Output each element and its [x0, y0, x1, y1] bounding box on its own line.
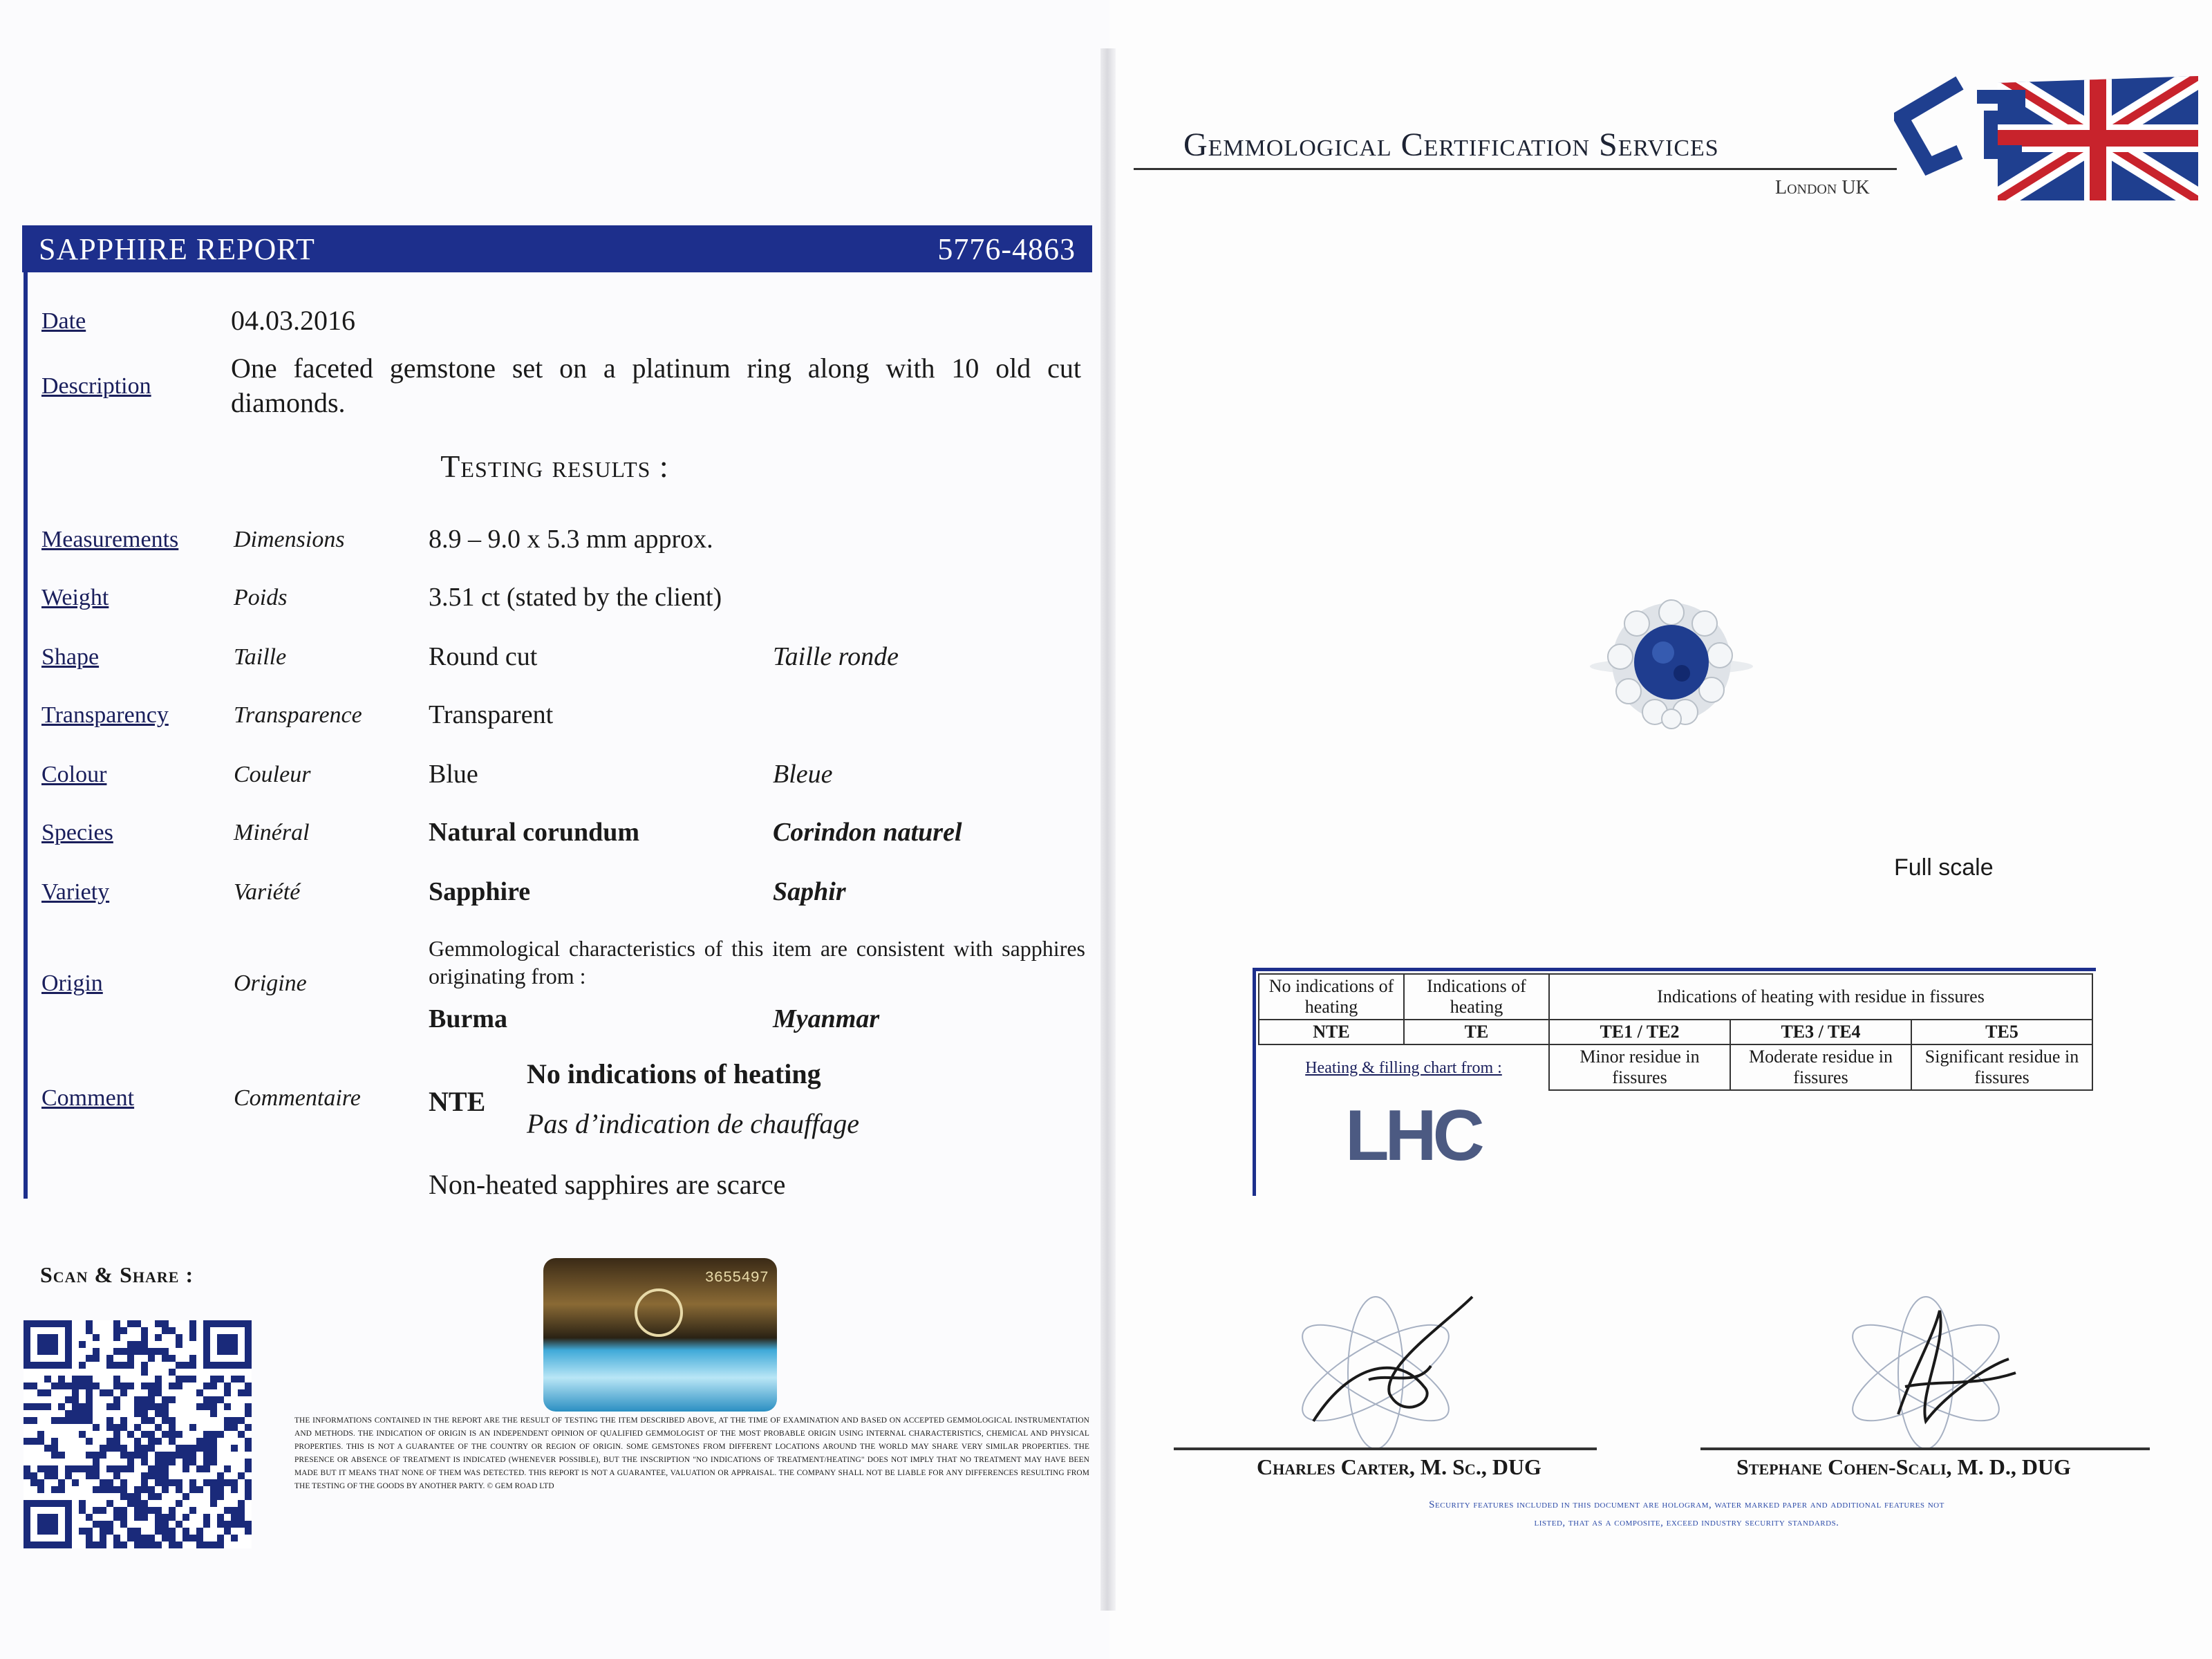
qr-code[interactable] [24, 1320, 252, 1548]
heat-residue-header: Indications of heating with residue in fissures [1549, 974, 2092, 1020]
signature-cohen-scali [1836, 1283, 2043, 1449]
comment-fr-value: Pas d’indication de chauffage [527, 1108, 860, 1139]
heat-col1-header: No indications of heating [1259, 974, 1404, 1020]
species-label: Species [41, 820, 113, 845]
species-value: Natural corundum [429, 818, 640, 847]
description-label: Description [41, 373, 151, 399]
date-value: 04.03.2016 [231, 305, 355, 336]
lhc-logo: LHC [1345, 1096, 1481, 1176]
shape-fr-label: Taille [234, 644, 287, 670]
left-border-rule [24, 272, 28, 1199]
shape-fr-value: Taille ronde [773, 642, 899, 671]
hologram-code: 3655497 [704, 1269, 769, 1286]
hologram-seal-icon [635, 1288, 683, 1337]
colour-value: Blue [429, 760, 478, 789]
heating-chart-table [1258, 973, 2093, 1091]
colour-label: Colour [41, 762, 107, 787]
transparency-fr-label: Transparence [234, 702, 362, 728]
comment-value: No indications of heating [527, 1058, 821, 1089]
heat-residue-minor: Minor residue in fissures [1549, 1044, 1730, 1090]
origin-label: Origin [41, 971, 103, 996]
variety-fr-label: Variété [234, 879, 301, 905]
heat-code-te1: TE1 / TE2 [1549, 1020, 1730, 1044]
scan-share-label: Scan & Share : [40, 1262, 194, 1287]
variety-fr-value: Saphir [773, 877, 846, 906]
measurements-label: Measurements [41, 527, 179, 552]
weight-fr-label: Poids [234, 585, 288, 610]
weight-value: 3.51 ct (stated by the client) [429, 583, 722, 612]
heat-code-te5: TE5 [1911, 1020, 2092, 1044]
description-value: One faceted gemstone set on a platinum ring along with 10 old cut diamonds. [231, 353, 1081, 418]
security-features-note: Security features included in this document are hologram, water marked paper and additional features not listed, that as a composite, exceed industry security standards. [1429, 1499, 1944, 1528]
variety-label: Variety [41, 879, 110, 905]
full-scale-caption: Full scale [1894, 854, 1994, 881]
colour-fr-label: Couleur [234, 762, 311, 787]
ring-photo [1588, 597, 1754, 735]
heat-code-nte: NTE [1259, 1020, 1404, 1044]
heat-code-te3: TE3 / TE4 [1730, 1020, 1911, 1044]
shape-label: Shape [41, 644, 100, 670]
species-fr-value: Corindon naturel [773, 818, 962, 847]
heat-chart-from-label: Heating & filling chart from : [1305, 1059, 1502, 1077]
colour-fr-value: Bleue [773, 760, 833, 789]
page-fold [1100, 48, 1116, 1611]
measurements-fr-label: Dimensions [234, 527, 345, 552]
origin-fr-label: Origine [234, 971, 307, 996]
header-rule [1134, 168, 1897, 170]
comment-code: NTE [429, 1086, 486, 1117]
transparency-value: Transparent [429, 700, 554, 729]
origin-note: Gemmological characteristics of this item are consistent with sapphires originating from : [429, 936, 1085, 988]
heat-chart-top-rule [1253, 968, 2096, 971]
shape-value: Round cut [429, 642, 538, 671]
report-title: SAPPHIRE REPORT [39, 232, 315, 266]
measurements-value: 8.9 – 9.0 x 5.3 mm approx. [429, 525, 713, 554]
company-location: London UK [1775, 177, 1870, 198]
heat-chart-left-rule [1253, 968, 1256, 1196]
date-label: Date [41, 308, 86, 334]
species-fr-label: Minéral [234, 820, 310, 845]
heat-residue-moderate: Moderate residue in fissures [1730, 1044, 1911, 1090]
testing-results-heading: Testing results : [440, 449, 669, 484]
comment-note: Non-heated sapphires are scarce [429, 1169, 786, 1200]
signatory-1-name: Charles Carter, M. Sc., DUG [1257, 1454, 1541, 1479]
signature-rule-2 [1700, 1447, 2150, 1450]
report-number: 5776-4863 [937, 232, 1076, 266]
origin-value: Burma [429, 1004, 507, 1033]
weight-label: Weight [41, 585, 109, 610]
origin-fr-value: Myanmar [773, 1004, 880, 1033]
transparency-label: Transparency [41, 702, 169, 728]
comment-label: Comment [41, 1085, 135, 1111]
legal-disclaimer: THE INFORMATIONS CONTAINED IN THE REPORT ARE THE RESULT OF TESTING THE ITEM DESCRIBED ABOVE, AT THE TIME OF EXAMINATION AND BASED ON ACCEPTED GEMMOLOGICAL INSTRUMENTATION AND METHODS. THE INDICATION OF ORIGIN IS AN INDEPENDENT OPINION OF QUALIFIED GEMMOLOGIST OF THE MOST PROBABLE ORIGIN USING INTERNAL CHARACTERISTICS, CHEMICAL AND PHYSICAL PROPERTIES. THIS IS NOT A GUARANTEE OF THE COUNTRY OR REGION OF ORIGIN. SOME GEMSTONES FROM DIFFERENT LOCATIONS AROUND THE WORLD MAY SHARE VERY SIMILAR PROPERTIES. THE PRESENCE OR ABSENCE OF TREATMENT IS INDICATED (WHENEVER POSSIBLE), BUT THE INSCRIPTION "NO INDICATIONS OF TREATMENT/HEATING" DOES NOT IMPLY THAT NO TREATMENT MAY HAVE BEEN MADE BUT IT MEANS THAT NONE OF THEM WAS DETECTED. THIS REPORT IS NOT A GUARANTEE, VALUATION OR APPRAISAL. THE COMPANY SHALL NOT BE LIABLE FOR ANY DIFFERENCES RESULTING FROM THE TESTING OF THE GOODS BY ANOTHER PARTY. © GEM ROAD LTD [294, 1416, 1089, 1490]
comment-fr-label: Commentaire [234, 1085, 361, 1111]
signature-rule-1 [1174, 1447, 1597, 1450]
variety-value: Sapphire [429, 877, 531, 906]
report-page-right [1109, 0, 2212, 1659]
gcs-logo [1894, 69, 2205, 207]
report-title-bar [22, 225, 1092, 272]
signatory-2-name: Stephane Cohen-Scali, M. D., DUG [1736, 1454, 2071, 1479]
security-hologram [543, 1258, 777, 1412]
heat-chart-source [1259, 1044, 1549, 1090]
heat-residue-significant: Significant residue in fissures [1911, 1044, 2092, 1090]
signature-carter [1286, 1283, 1493, 1449]
company-name: Gemmological Certification Services [1183, 126, 1719, 163]
heat-code-te: TE [1404, 1020, 1549, 1044]
heat-col2-header: Indications of heating [1404, 974, 1549, 1020]
